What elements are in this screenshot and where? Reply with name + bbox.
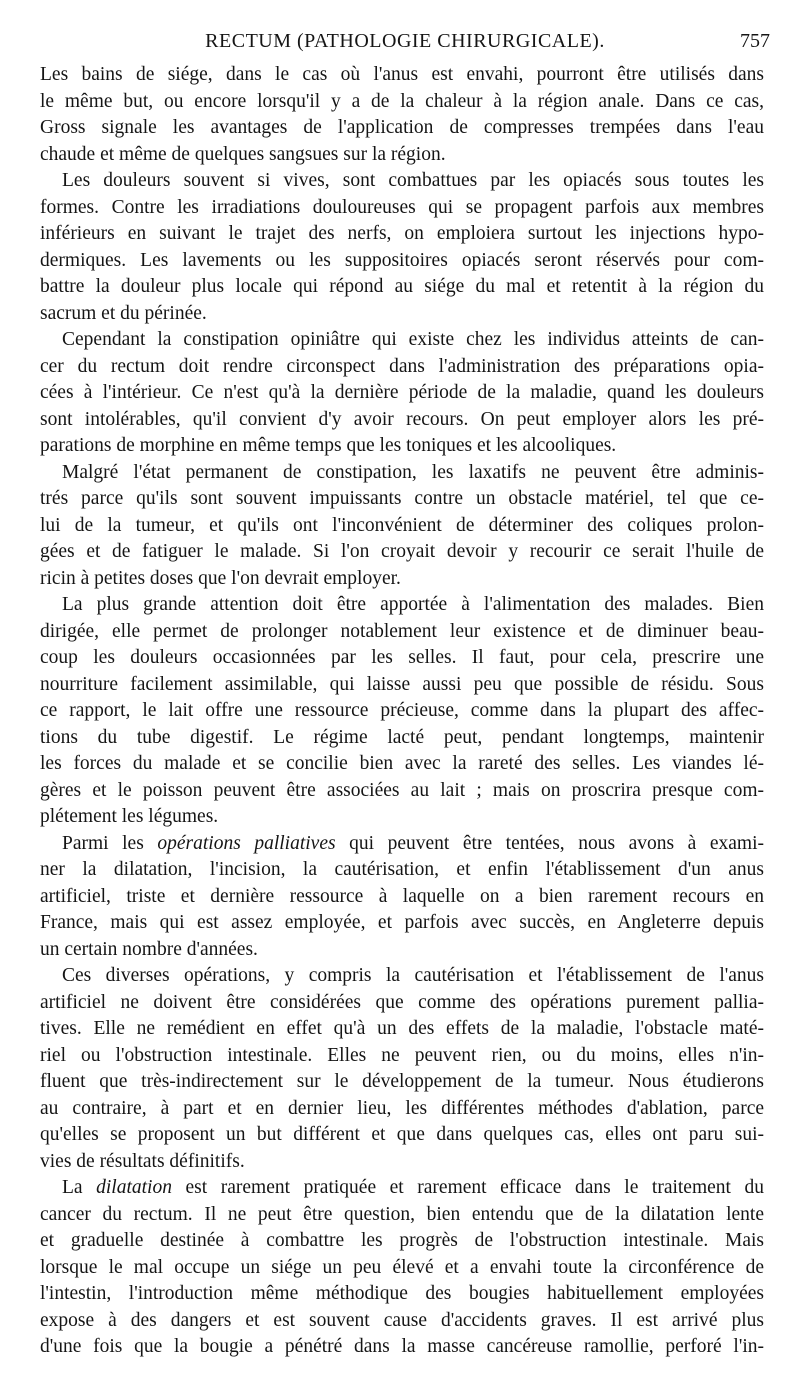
text-line: trés parce qu'ils sont souvent impuissants contre un obstacle matériel, tel que ce- xyxy=(40,488,764,509)
text-line: lui de la tumeur, et qu'ils ont l'inconvénient de déterminer des coliques prolon- xyxy=(40,514,764,536)
text-line: Les douleurs souvent si vives, sont combattues par les opiacés sous toutes les xyxy=(62,170,764,191)
text-line: sacrum et du périnée. xyxy=(40,302,207,324)
text-line: Malgré l'état permanent de constipation, les laxatifs ne peuvent être adminis- xyxy=(62,461,764,483)
text-line: les forces du malade et se concilie bien avec la rareté des selles. Les viandes lé- xyxy=(40,753,764,774)
text-line: ce rapport, le lait offre une ressource précieuse, comme dans la plupart des affec- xyxy=(40,700,764,721)
text-line: sont intolérables, qu'il convient d'y avoir recours. On peut employer alors les pré- xyxy=(40,408,764,430)
text-line: Les bains de siége, dans le cas où l'anus est envahi, pourront être utilisés dans xyxy=(40,64,764,85)
text-line: ricin à petites doses que l'on devrait employer. xyxy=(40,567,401,589)
text-line: d'une fois que la bougie a pénétré dans la masse cancéreuse ramollie, perforé l'in- xyxy=(40,1336,764,1357)
text-line: La plus grande attention doit être apportée à l'alimentation des malades. Bien xyxy=(62,594,764,615)
text-line: un certain nombre d'années. xyxy=(40,938,258,960)
text-line: chaude et même de quelques sangsues sur la région. xyxy=(40,143,446,165)
text-line: tions du tube digestif. Le régime lacté peut, pendant longtemps, maintenir xyxy=(40,726,764,748)
running-title: RECTUM (PATHOLOGIE CHIRURGICALE). xyxy=(205,30,605,52)
running-head xyxy=(40,30,770,56)
text-line: et graduelle destinée à combattre les progrès de l'obstruction intestinale. Mais xyxy=(40,1230,764,1251)
text-line: Parmi les opérations palliatives qui peuvent être tentées, nous avons à exami- xyxy=(62,832,765,854)
text-line: riel ou l'obstruction intestinale. Elles ne peuvent rien, ou du moins, elles n'in- xyxy=(40,1044,764,1066)
text-line: nourriture facilement assimilable, qui laisse aussi peu que possible de résidu. Sous xyxy=(40,673,764,695)
text-line: cancer du rectum. Il ne peut être question, bien entendu que de la dilatation lente xyxy=(40,1203,764,1225)
text-line: au contraire, à part et en dernier lieu, les différentes méthodes d'ablation, parce xyxy=(40,1097,764,1119)
text-line: parations de morphine en même temps que les toniques et les alcooliques. xyxy=(40,435,617,456)
text-line: cer du rectum doit rendre circonspect dans l'administration des préparations opia- xyxy=(40,355,764,377)
text-line: dermiques. Les lavements ou les suppositoires opiacés seront réservés pour com- xyxy=(40,249,764,271)
page-number: 757 xyxy=(740,30,770,52)
text-line: artificiel ne doivent être considérées que comme des opérations purement pallia- xyxy=(40,991,764,1013)
text-line: gères et le poisson peuvent être associées au lait ; mais on proscrira presque com- xyxy=(40,779,764,801)
text-line: dirigée, elle permet de prolonger notablement leur existence et de diminuer beau- xyxy=(40,620,764,642)
text-line: plétement les légumes. xyxy=(40,806,219,827)
text-line: expose à des dangers et est souvent cause d'accidents graves. Il est arrivé plus xyxy=(40,1309,764,1331)
text-line: ner la dilatation, l'incision, la cautérisation, et enfin l'établissement d'un anus xyxy=(40,859,764,880)
body-text xyxy=(40,62,764,1361)
text-line: inférieurs en suivant le trajet des nerfs, on emploiera surtout les injections hypo- xyxy=(40,223,764,244)
italic-term: opérations palliatives xyxy=(157,832,336,854)
text-line: Cependant la constipation opiniâtre qui existe chez les individus atteints de can- xyxy=(62,329,764,350)
text-line: lorsque le mal occupe un siége un peu élevé et a envahi toute la circonférence de xyxy=(40,1256,764,1278)
text-line: tives. Elle ne remédient en effet qu'à un des effets de la maladie, l'obstacle maté- xyxy=(40,1018,764,1039)
text-line: vies de résultats définitifs. xyxy=(40,1150,245,1172)
text-line: l'intestin, l'introduction même méthodique des bougies habituellement employées xyxy=(40,1283,764,1304)
text-line: artificiel, triste et dernière ressource à laquelle on a bien rarement recours en xyxy=(40,885,764,907)
text-line: formes. Contre les irradiations douloureuses qui se propagent parfois aux membres xyxy=(40,196,764,218)
italic-term: dilatation xyxy=(96,1177,172,1198)
text-line: fluent que très-indirectement sur le développement de la tumeur. Nous étudierons xyxy=(40,1071,764,1092)
text-line: France, mais qui est assez employée, et parfois avec succès, en Angleterre depuis xyxy=(40,912,764,933)
text-line: La dilatation est rarement pratiquée et rarement efficace dans le traitement du xyxy=(62,1177,764,1198)
text-line: Ces diverses opérations, y compris la cautérisation et l'établissement de l'anus xyxy=(62,965,764,986)
text-line: qu'elles se proposent un but différent et que dans quelques cas, elles ont paru sui- xyxy=(40,1124,764,1145)
text-line: Gross signale les avantages de l'application de compresses trempées dans l'eau xyxy=(40,117,764,138)
text-line: gées et de fatiguer le malade. Si l'on croyait devoir y recourir ce serait l'huile de xyxy=(40,541,764,562)
text-line: cées à l'intérieur. Ce n'est qu'à la dernière période de la maladie, quand les douleurs xyxy=(40,382,764,403)
text-line: le même but, ou encore lorsqu'il y a de la chaleur à la région anale. Dans ce cas, xyxy=(40,90,764,112)
text-line: battre la douleur plus locale qui répond au siége du mal et retentit à la région du xyxy=(40,276,764,297)
text-line: coup les douleurs occasionnées par les selles. Il faut, pour cela, prescrire une xyxy=(40,647,764,668)
